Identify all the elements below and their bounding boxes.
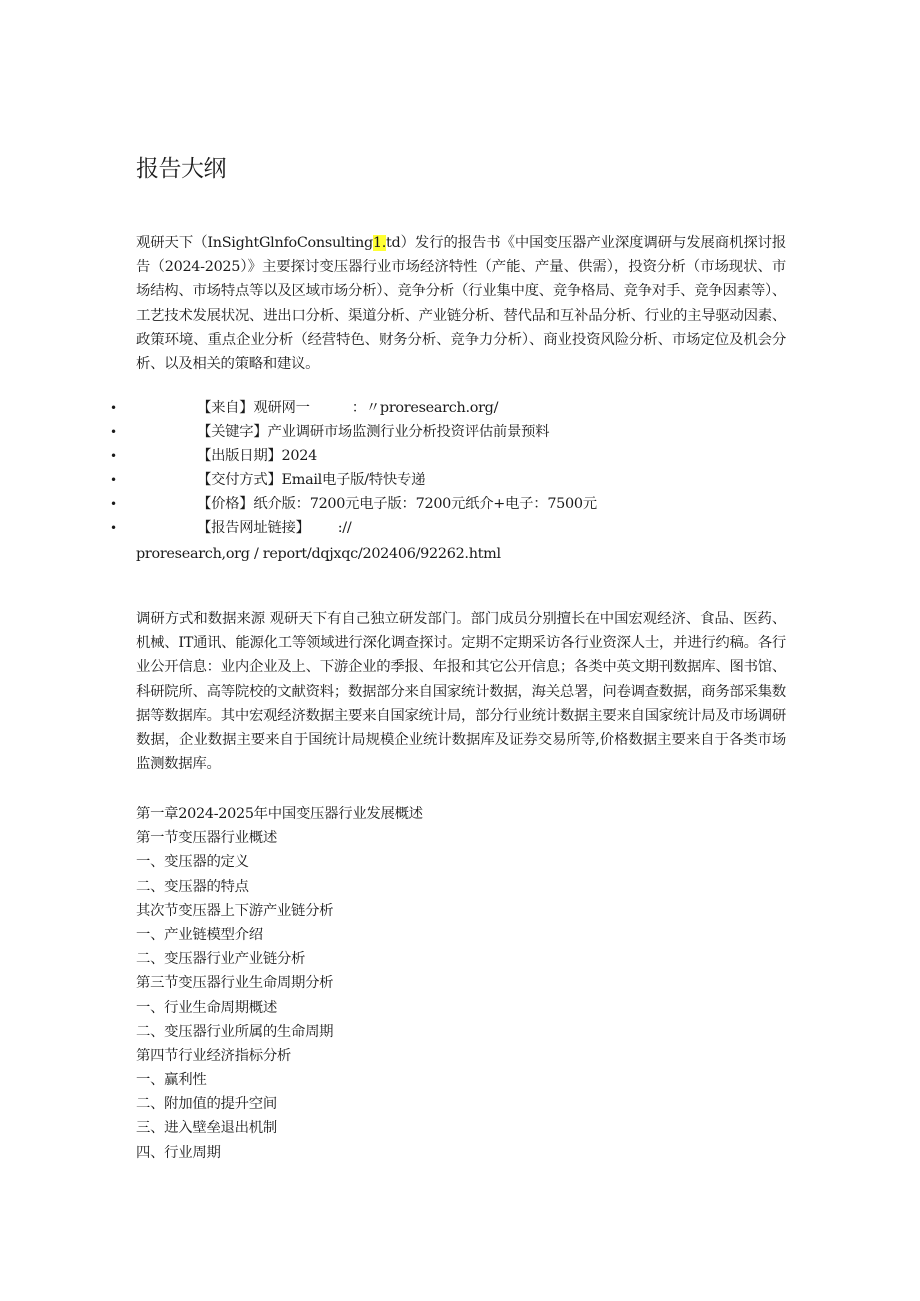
toc-item: 二、变压器行业所属的生命周期 <box>136 1023 334 1040</box>
toc-item: 一、赢利性 <box>136 1072 207 1089</box>
report-link-label: 【报告网址链接】 <box>197 520 310 536</box>
bullet-icon: • <box>110 449 117 463</box>
toc-item: 二、附加值的提升空间 <box>136 1096 277 1113</box>
keywords-text: 【关键字】产业调研市场监测行业分析投资评估前景预料 <box>197 424 550 440</box>
toc-item: 三、进入壁垒退出机制 <box>136 1120 277 1137</box>
info-item-date <box>0 444 790 468</box>
toc-item: 第一节变压器行业概述 <box>136 830 277 847</box>
bullet-icon: • <box>110 401 117 415</box>
info-item-delivery <box>0 468 790 492</box>
info-item-source <box>0 396 790 420</box>
methodology-paragraph: 调研方式和数据来源 观研天下有自己独立研发部门。部门成员分别擅长在中国宏观经济、食品、医药、机械、IT通讯、能源化工等领域进行深化调查探讨。定期不定期采访各行业资深人士，并进行约稿。各行业公开信息：业内企业及上、下游企业的季报、年报和其它公开信息；各类中英文期刊数据库、图书馆、科研院所、高等院校的文献资料；数据部分来自国家统计数据，海关总署，问卷调查数据，商务部采集数据等数据库。其中宏观经济数据主要来自国家统计局，部分行业统计数据主要来自国家统计局及市场调研数据，企业数据主要来自于国统计局规模企业统计数据库及证券交易所等,价格数据主要来自于各类市场监测数据库。 <box>136 611 786 773</box>
toc-item: 其次节变压器上下游产业链分析 <box>136 902 334 919</box>
table-of-contents <box>136 802 423 1165</box>
toc-item: 一、产业链模型介绍 <box>136 926 263 943</box>
page-title: 报告大纲 <box>136 156 226 182</box>
report-link[interactable]: :// <box>337 520 352 536</box>
intro-text-1: 观研天下（InSightGlnfoConsulting <box>136 235 373 251</box>
toc-item: 二、变压器的特点 <box>136 878 249 895</box>
intro-text-2: td）发行的报告书《中国变压器产业深度调研与发展商机探讨报告（2024-2025）》主要探讨变压器行业市场经济特性（产能、产量、供需），投资分析（市场现状、市场结构、市场特点等以及区域市场分析）、竞争分析（行业集中度、竞争格局、竞争对手、竞争因素等）、工艺技术发展状况、进出口分析、渠道分析、产业链分析、替代品和互补品分析、行业的主导驱动因素、政策环境、重点企业分析（经营特色、财务分析、竞争力分析）、商业投资风险分析、市场定位及机会分析、以及相关的策略和建议。 <box>136 235 786 373</box>
info-item-price <box>0 492 790 516</box>
toc-item: 四、行业周期 <box>136 1144 221 1161</box>
bullet-icon: • <box>110 521 117 535</box>
toc-item: 第三节变压器行业生命周期分析 <box>136 975 334 992</box>
toc-item: 一、变压器的定义 <box>136 854 249 871</box>
toc-item: 一、行业生命周期概述 <box>136 999 277 1016</box>
toc-item: 二、变压器行业产业链分析 <box>136 951 306 968</box>
delivery-text: 【交付方式】Email电子版/特快专递 <box>197 472 426 488</box>
publish-date-text: 【出版日期】2024 <box>197 448 317 464</box>
toc-item: 第一章2024-2025年中国变压器行业发展概述 <box>136 806 423 822</box>
bullet-icon: • <box>110 425 117 439</box>
info-item-link <box>0 516 790 540</box>
highlighted-text: 1. <box>372 235 387 251</box>
info-list <box>0 396 790 540</box>
report-link-continued[interactable]: proresearch,org / report/dqjxqc/202406/92262.html <box>136 546 501 562</box>
bullet-icon: • <box>110 473 117 487</box>
bullet-icon: • <box>110 497 117 511</box>
source-link[interactable]: ：〃proresearch.org/ <box>351 400 499 416</box>
intro-paragraph <box>136 231 786 376</box>
price-text: 【价格】纸介版：7200元电子版：7200元纸介+电子：7500元 <box>197 496 597 512</box>
source-label: 【来自】观研网一 <box>197 400 310 416</box>
info-item-keywords <box>0 420 790 444</box>
toc-item: 第四节行业经济指标分析 <box>136 1047 291 1064</box>
